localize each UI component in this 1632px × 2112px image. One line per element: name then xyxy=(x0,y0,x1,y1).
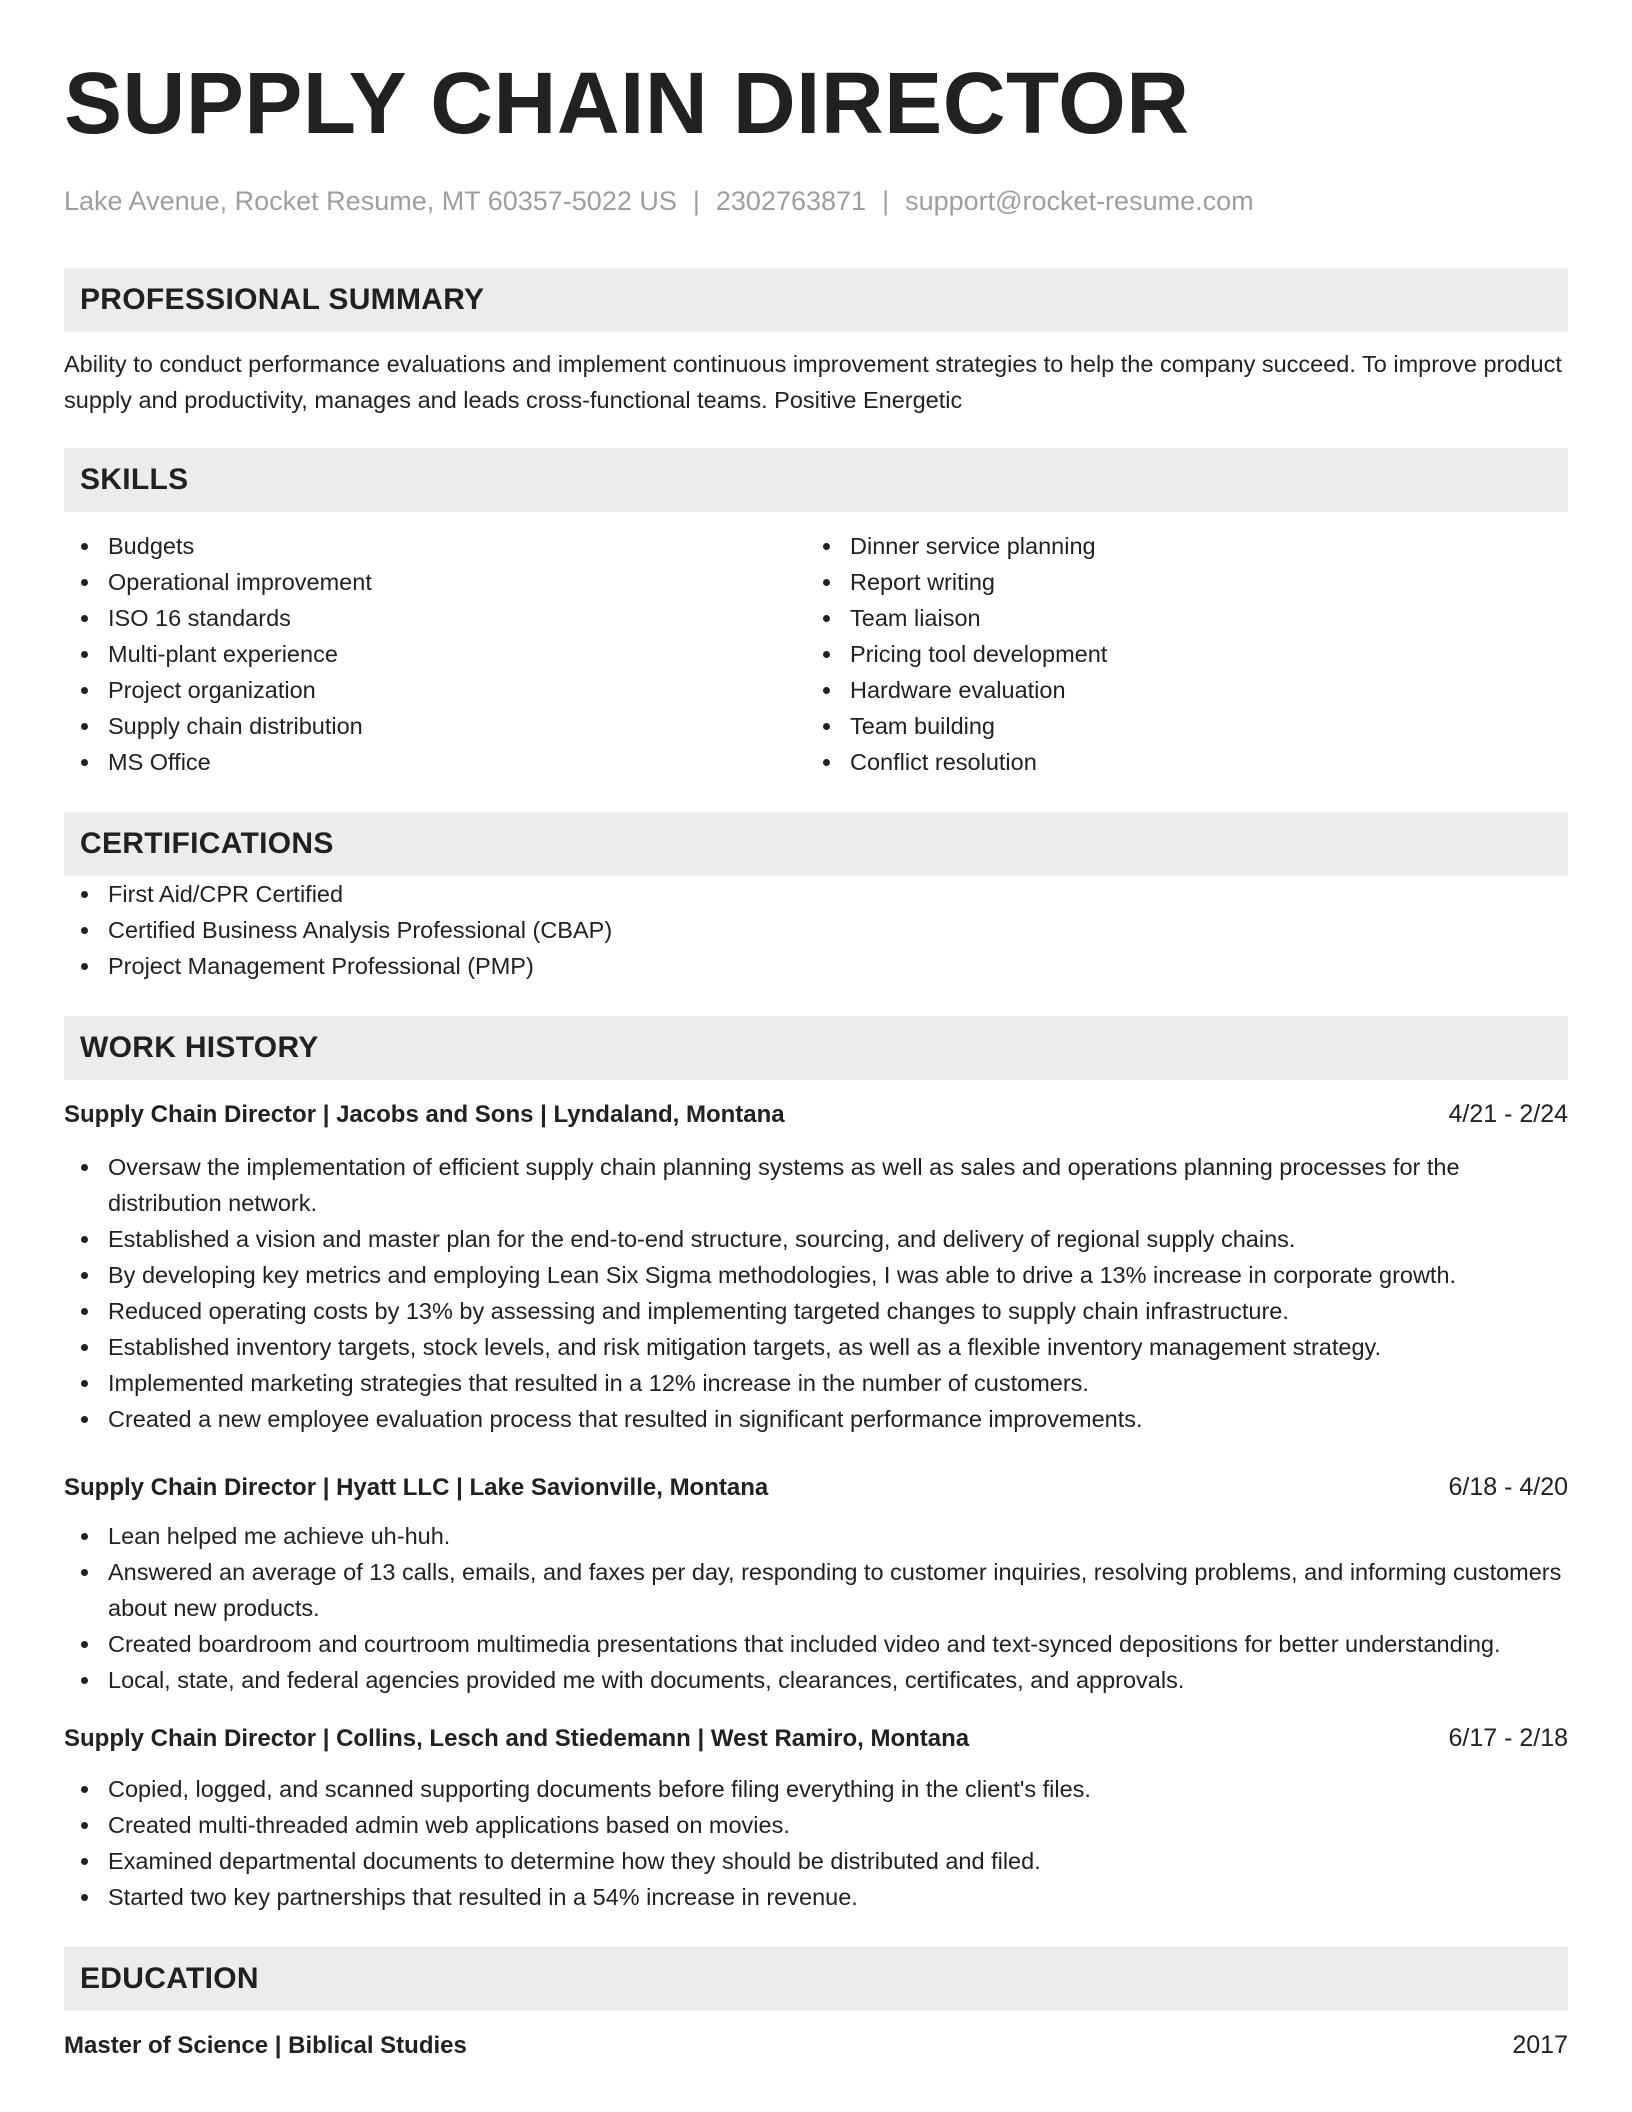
skill-item: Pricing tool development xyxy=(806,636,1548,672)
skill-item: Project organization xyxy=(64,672,806,708)
skill-item: Operational improvement xyxy=(64,564,806,600)
job-bullets xyxy=(64,1149,1568,1437)
section-header-work-history: WORK HISTORY xyxy=(64,1016,1568,1080)
job-bullet: Created a new employee evaluation process that resulted in significant performance improvements. xyxy=(64,1401,1568,1437)
job-bullets xyxy=(64,1518,1568,1698)
job-dates: 4/21 - 2/24 xyxy=(1448,1100,1568,1128)
section-header-certifications: CERTIFICATIONS xyxy=(64,812,1568,876)
skill-item: Dinner service planning xyxy=(806,528,1548,564)
job-heading: Supply Chain Director | Jacobs and Sons | Lyndaland, Montana xyxy=(64,1101,785,1128)
job-heading-row xyxy=(64,1469,1568,1506)
skill-item: Hardware evaluation xyxy=(806,672,1548,708)
job-bullet: Reduced operating costs by 13% by assessing and implementing targeted changes to supply chain infrastructure. xyxy=(64,1293,1568,1329)
job-bullet: Established inventory targets, stock levels, and risk mitigation targets, as well as a flexible inventory management strategy. xyxy=(64,1329,1568,1365)
contact-separator: | xyxy=(882,186,890,216)
certification-item: Project Management Professional (PMP) xyxy=(64,948,1568,984)
section-header-summary: PROFESSIONAL SUMMARY xyxy=(64,268,1568,332)
job-bullet: Created boardroom and courtroom multimedia presentations that included video and text-synced depositions for better understanding. xyxy=(64,1626,1568,1662)
job-heading: Supply Chain Director | Collins, Lesch and Stiedemann | West Ramiro, Montana xyxy=(64,1725,970,1752)
job-bullet: Examined departmental documents to determine how they should be distributed and filed. xyxy=(64,1843,1568,1879)
job-heading: Supply Chain Director | Hyatt LLC | Lake Savionville, Montana xyxy=(64,1474,769,1501)
job-bullet: Copied, logged, and scanned supporting documents before filing everything in the client's files. xyxy=(64,1771,1568,1807)
education-year: 2017 xyxy=(1512,2031,1568,2059)
contact-address: Lake Avenue, Rocket Resume, MT 60357-5022 US xyxy=(64,186,677,216)
contact-phone: 2302763871 xyxy=(715,186,867,216)
contact-email: support@rocket-resume.com xyxy=(905,186,1254,216)
job-entry xyxy=(64,1720,1568,1915)
job-bullet: Oversaw the implementation of efficient supply chain planning systems as well as sales and operations planning processes for the distribution network. xyxy=(64,1149,1568,1221)
education-degree: Master of Science | Biblical Studies xyxy=(64,2032,467,2059)
summary-text: Ability to conduct performance evaluations and implement continuous improvement strategies to help the company succeed. To improve product supply and productivity, manages and leads cross-functional teams. Positive Energetic xyxy=(64,351,1562,413)
job-entry xyxy=(64,1469,1568,1698)
job-bullet: Answered an average of 13 calls, emails, and faxes per day, responding to customer inquiries, resolving problems, and informing customers about new products. xyxy=(64,1554,1568,1626)
section-header-skills: SKILLS xyxy=(64,448,1568,512)
skill-item: Supply chain distribution xyxy=(64,708,806,744)
education-row xyxy=(64,2027,1568,2064)
skills-list-left xyxy=(64,528,806,780)
contact-separator: | xyxy=(692,186,700,216)
contact-line xyxy=(64,184,1568,218)
job-dates: 6/18 - 4/20 xyxy=(1448,1473,1568,1501)
skill-item: Report writing xyxy=(806,564,1548,600)
skill-item: Conflict resolution xyxy=(806,744,1548,780)
job-bullet: Lean helped me achieve uh-huh. xyxy=(64,1518,1568,1554)
job-heading-row xyxy=(64,1096,1568,1133)
skill-item: ISO 16 standards xyxy=(64,600,806,636)
certifications-list xyxy=(64,876,1568,984)
skills-list-right xyxy=(806,528,1548,780)
job-bullet: Created multi-threaded admin web applications based on movies. xyxy=(64,1807,1568,1843)
job-bullet: Local, state, and federal agencies provided me with documents, clearances, certificates, and approvals. xyxy=(64,1662,1568,1698)
skill-item: Multi-plant experience xyxy=(64,636,806,672)
job-bullet: Started two key partnerships that resulted in a 54% increase in revenue. xyxy=(64,1879,1568,1915)
skill-item: MS Office xyxy=(64,744,806,780)
job-bullets xyxy=(64,1771,1568,1915)
certification-item: First Aid/CPR Certified xyxy=(64,876,1568,912)
job-dates: 6/17 - 2/18 xyxy=(1448,1724,1568,1752)
resume-title: SUPPLY CHAIN DIRECTOR xyxy=(64,55,1190,152)
section-header-education: EDUCATION xyxy=(64,1947,1568,2011)
skill-item: Team building xyxy=(806,708,1548,744)
job-heading-row xyxy=(64,1720,1568,1757)
skill-item: Budgets xyxy=(64,528,806,564)
job-bullet: Established a vision and master plan for the end-to-end structure, sourcing, and delivery of regional supply chains. xyxy=(64,1221,1568,1257)
certification-item: Certified Business Analysis Professional (CBAP) xyxy=(64,912,1568,948)
resume-page xyxy=(64,0,1568,2064)
job-bullet: Implemented marketing strategies that resulted in a 12% increase in the number of customers. xyxy=(64,1365,1568,1401)
job-entry xyxy=(64,1096,1568,1437)
job-bullet: By developing key metrics and employing Lean Six Sigma methodologies, I was able to drive a 13% increase in corporate growth. xyxy=(64,1257,1568,1293)
skill-item: Team liaison xyxy=(806,600,1548,636)
skills-columns xyxy=(64,528,1568,780)
